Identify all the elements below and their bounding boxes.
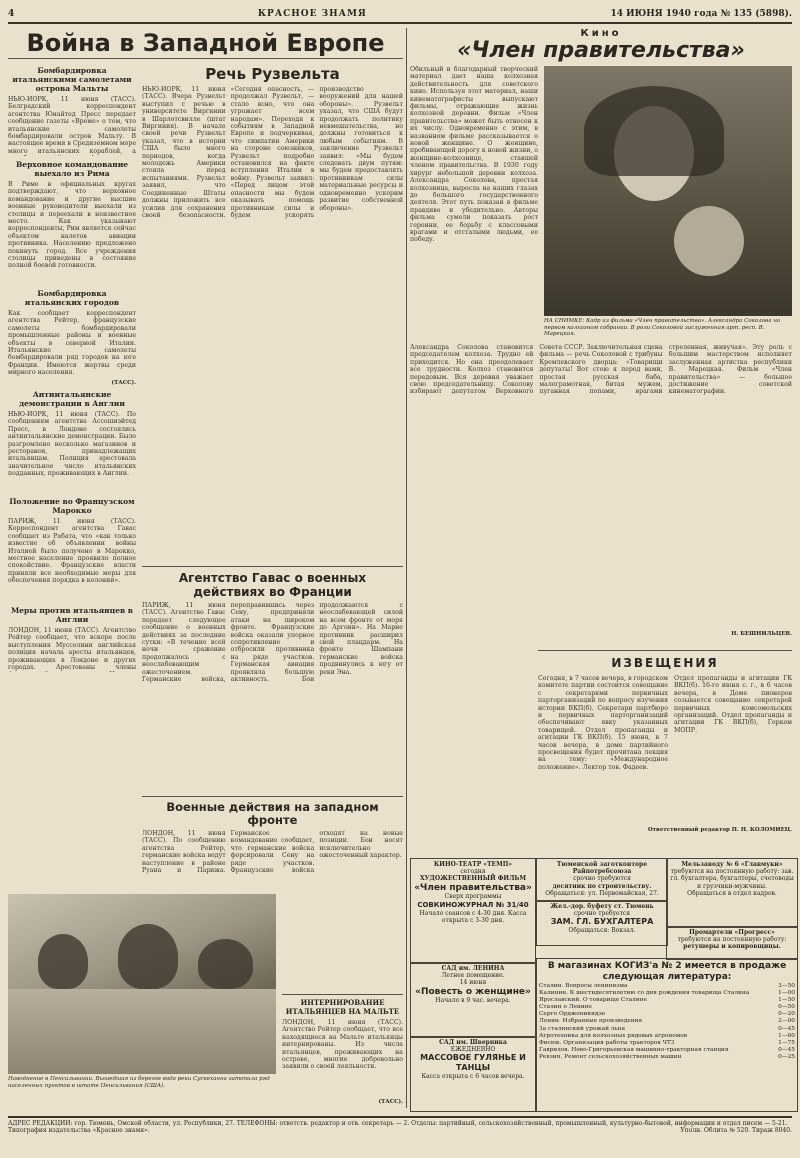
ad-melzavod (666, 858, 798, 928)
article-title: Речь Рузвельта (205, 65, 340, 83)
ad-line: десятник по строительству. (552, 882, 652, 890)
article-text: Как сообщает корреспондент агентства Рейтер, французские самолеты бомбардировали промышленные районы и военные объекты в северной Италии. Итальянские самолеты бомбардировали ряд городов на юге Франции. Имеются жертвы среди мирного населения. (8, 310, 136, 377)
article-title: Верховное командование выехало из Рима (15, 160, 129, 178)
ad-line: требуются на постоянную работу: зав. гл. бухгалтера, бухгалтеры, счетоводы и грузчики-мужчины. (670, 868, 794, 890)
review-column (410, 66, 538, 316)
water-area (8, 989, 276, 1074)
article-text: В Риме в официальных кругах подтверждают, что верховное командование и другие высшие военные руководители выехали из столицы и переехали в неизвестное место. Как указывают корреспонденты, Рим является сейчас объектом налетов авиации противника. Населению предложено покинуть город. Все учреждения столицы приведены в состояние полной боевой готовности. (8, 181, 136, 270)
book-price: 0—25 (778, 1053, 795, 1060)
film-title: «Член правительства» (457, 38, 745, 63)
newspaper-page (8, 6, 795, 1146)
footer (8, 1116, 792, 1134)
ad-progress (666, 926, 798, 960)
book-item (539, 1018, 795, 1025)
ad-line: Касса открыта с 6 часов вечера. (421, 1073, 525, 1081)
book-price: 3—50 (778, 983, 795, 989)
havas-article (142, 566, 403, 792)
article-title: Антиитальянские демонстрации в Англии (19, 390, 125, 408)
issue-date: 14 ИЮНЯ 1940 года № 135 (5898). (610, 9, 792, 19)
house-shape (38, 934, 88, 989)
book-name: Фисюк. Организация работы тракторов ЧТЗ (539, 1039, 675, 1046)
ad-line: ЕЖЕДНЕВНО (450, 1046, 496, 1054)
ad-line: Обращаться: ул. Первомайская, 27. (545, 889, 659, 897)
kino-label: Кино (580, 28, 622, 39)
ad-line: 14 июня (459, 979, 487, 987)
ad-title: МАССОВОЕ ГУЛЯНЬЕ И ТАНЦЫ (420, 1053, 526, 1073)
book-item (539, 983, 795, 990)
ad-line: Начало сеансов с 4-30 дня. Касса открыта с 3-30 дня. (419, 909, 527, 925)
ad-title: СОВКИНОЖУРНАЛ № 31/40 (417, 900, 529, 909)
book-price: 0—20 (778, 1011, 795, 1018)
page-banner: Война в Западной Европе (8, 28, 403, 59)
house-shape (198, 939, 253, 989)
kino-header (410, 28, 792, 63)
book-name: Калинин. К шестидесятилетию со дня рождения товарища Сталина (539, 990, 750, 997)
notices-title: ИЗВЕЩЕНИЯ (611, 656, 719, 670)
film-still-photo (544, 66, 792, 316)
reviewer-signature: Н. БЕШНИЛЬЦЕВ. (731, 631, 792, 637)
ad-line: срочно требуется (573, 910, 631, 918)
ad-head: КИНО-ТЕАТР «ТЕМП» (433, 861, 513, 868)
child-face-shape (674, 206, 744, 276)
ad-title: ЗАМ. ГЛ. БУХГАЛТЕРА (550, 917, 654, 927)
paper-name: КРАСНОЕ ЗНАМЯ (257, 9, 367, 19)
book-name: Сталин о Ленине (539, 1004, 592, 1011)
ad-line: Сверх программы (444, 892, 502, 900)
ad-kogiz (536, 958, 798, 1112)
notices-text: Отдел пропаганды и агитации ГК ВКП(б). 16-го июня с. г., в 6 часов вечера, в Доме пионеров созывается совещание секретарей первичных комсомольских организаций. Отдел пропаганды и агитации ГК ВКП(б), Горком МОПР. (674, 675, 792, 734)
article-title: Меры против итальянцев в Англии (10, 606, 134, 624)
ad-line: Обращаться: Вокзал. (568, 927, 636, 935)
flood-photo-block (8, 894, 276, 1108)
book-name: За сталинский урожай льна (539, 1025, 625, 1032)
article-text: ЛОНДОН, 11 июня (ТАСС). Агентство Рейтер сообщает, что вскоре после выступления Муссолини английская полиция начала аресты итальянцев, проживающих в Лондоне и других городах. Арестованы члены (8, 627, 136, 672)
ad-zagotkontora (536, 858, 668, 902)
ad-garden-shvernik (410, 1036, 536, 1112)
ad-line: требуются на постоянную работу: (677, 936, 787, 944)
footer-order: Уполн. Облита № 520. Тираж 8040. (680, 1127, 792, 1134)
article-text: НЬЮ-ЙОРК, 11 июня (ТАСС). Вчера Рузвельт выступил с речью в университете Виргинии в Шарлотсвилле (штат Виргиния). В начале своей речи Рузвельт указал, что в истории США было много периодов, когда молодежь Америки стояла перед испытаниями. Рузвельт заявил, что Соединенные Штаты должны приложить все усилия для сохранения своей безопасности. «Сегодня опасность, — продолжал Рузвельт, — стало ясно, что она угрожает всем народам». Переходя к событиям в Западной Европе и подчеркивая, что симпатии Америки на стороне союзников, Рузвельт подробно остановился на факте вступления Италии в войну. Рузвельт заявил: «Перед лицом этой опасности мы будем оказывать помощь противникам силы и будем ускорять производство вооружений для нашей обороны». Рузвельт указал, что США будут продолжать политику невмешательства, но должны готовиться к любым событиям. В заключение Рузвельт заявил: «Мы будем следовать двум путям: мы будем предоставлять противникам силы материальные ресурсы и одновременно ускорим развитие собственной обороны». (142, 86, 403, 219)
masthead (8, 6, 792, 24)
book-price: 0—50 (778, 1004, 795, 1011)
book-price: 2—00 (778, 1018, 795, 1025)
book-price: 1—00 (778, 990, 795, 997)
right-half (410, 28, 795, 1108)
editor-line: Ответственный редактор П. Н. КОЛОМИЕЦ. (647, 827, 792, 833)
ad-line: Начало в 9 час. вечера. (435, 996, 511, 1004)
ad-title: «Повесть о женщине» (415, 986, 531, 997)
review-text: Обильный и благодарный творческий материал дает наша колхозная действительность для советского кино. Используя этот материал, наши кинематографисты выпускают фильмы, отражающие жизнь колхозной деревни. Фильм «Член правительства» может быть отнесен к их числу. Одновременно с этим, в названном фильме рассказывается о новой женщине. О женщине, пробивающей дорогу к новой жизни, о женщине-колхознице, ставшей членом правительства. В 1930 году хирург небольшой деревни колхоза. Александра Соколова, простая колхозница, выросла на наших глазах до большого государственного деятеля. Этот путь показан в фильме правдиво и убедительно. Авторы фильма сумели показать рост героини, ее борьбу с классовыми врагами и отсталыми людьми, ее победу. (410, 66, 538, 244)
ad-title: «Член правительства» (414, 882, 532, 893)
ad-head: Промартели «Прогресс» (689, 929, 775, 936)
book-item (539, 1033, 795, 1040)
ad-kino-temp (410, 858, 536, 964)
ad-line: ХУДОЖЕСТВЕННЫЙ ФИЛЬМ (420, 875, 526, 883)
ad-buffet (536, 900, 668, 946)
flood-photo (8, 894, 276, 1074)
article-text: НЬЮ-ЙОРК, 11 июня (ТАСС). По сообщениям агентства Ассошиэйтед Пресс, в Лондоне состоялись антиитальянские демонстрации. Было разгромлено несколько магазинов и ресторанов, принадлежащих итальянцам. Полиция арестовала значительное число итальянских подданных, проживающих в Англии. (8, 411, 136, 478)
ad-line: ретушеры и копировщицы. (683, 943, 781, 951)
article-title: Военные действия на западном фронте (166, 800, 379, 827)
photo-caption: НА СНИМКЕ: Кадр из фильма «Член правительства». Александра Соколова на первом колхозном собрании. В роли Соколовой заслуженная арт. респ. В. Марецкая. (544, 318, 781, 338)
ad-head: Мельзаводу № 6 «Главмуки» (681, 861, 783, 868)
article-text: ПАРИЖ, 11 июня (ТАСС). Агентство Гавас передает следующее сообщение о военных действиях за последние сутки: «В течение всей ночи сражение продолжалось с неослабевающим ожесточением. Германские войска, переправившись через Сену, предприняли атаки на широком фронте. Французские войска оказали упорное сопротивление и отбросили противника на ряде участков. Германская авиация проявляла большую активность. Бои продолжаются с неослабевающей силой на всем фронте от моря до Аргонн». На Марне противник расширил свой плацдарм. На фронте Шампани германские войска продвинулись к югу от реки Эна. (142, 602, 403, 684)
internment-article (282, 994, 403, 1109)
book-item (539, 1054, 795, 1061)
article-title: Положение во Французском Марокко (9, 497, 135, 515)
kogiz-title: В магазинах КОГИЗ'а № 2 имеется в продаже следующая литература: (547, 961, 787, 982)
house-shape (118, 924, 178, 989)
book-price: 0—45 (778, 1046, 795, 1053)
film-still-block (544, 66, 792, 341)
article-text: ЛОНДОН, 11 июня (ТАСС). По сообщению агентства Рейтер, германские войска ведут наступление в районе Руана и Парижа. Германское командование сообщает, что германские войска форсировали Сену на ряде участков. Французские войска отходят на новые позиции. Бои носят исключительно ожесточенный характер. (142, 830, 403, 875)
book-price: 1—50 (778, 997, 795, 1004)
ad-head: Тюменской заготконторе Райпотребсоюза (556, 861, 648, 876)
notices-block (538, 650, 792, 851)
footer-address: АДРЕС РЕДАКЦИИ: гор. Тюмень, Омской области, ул. Республики, 27. ТЕЛЕФОНЫ: ответств. редактор и отв. секретарь — 2. Отделы: партийный, сельскохозяйственный, промышленный, культурно-бытовой, информации и отдел писем — 5-21. Типография издательства «Красное знамя». (8, 1120, 788, 1134)
book-name: Ленин. Избранные произведения (539, 1018, 643, 1025)
book-item (539, 1047, 795, 1054)
ad-line: срочно требуются (573, 875, 631, 883)
notices-text: Сегодня, в 7 часов вечера, в городском комитете партии состоится совещание с секретарями первичных парторганизаций по вопросу изучения истории ВКП(б). Секретари партбюро и первичных парторганизаций обеспечивают явку указанных товарищей. Отдел пропаганды и агитации ГК ВКП(б). 15 июня, в 7 часов вечера, в доме партийного просвещения будет прочитана лекция на тему: «Международное положение». Лектор тов. Фадеев. (538, 675, 668, 771)
headscarf-shape (584, 86, 724, 176)
article-title: ИНТЕРНИРОВАНИЕ ИТАЛЬЯНЦЕВ НА МАЛЬТЕ (285, 998, 400, 1016)
ad-line: Обращаться в отдел кадров. (687, 889, 777, 897)
ad-head: Жел.-дор. буфету ст. Тюмень (550, 903, 654, 910)
page-number: 4 (8, 9, 15, 19)
article-title: Агентство Гавас о военных действиях во Франции (178, 571, 367, 599)
book-price: 0—45 (778, 1025, 795, 1032)
book-item (539, 997, 795, 1004)
book-name: Ярославский. О товарище Сталине (539, 997, 648, 1004)
book-item (539, 1040, 795, 1047)
photo-caption: Наводнение в Пенсильвании. Вышедшая из берегов вода реки Сускеханна затопила ряд населенных пунктов в штате Пенсильвания (США). (8, 1076, 270, 1089)
book-item (539, 990, 795, 997)
article-title: Бомбардировка итальянскими самолетами острова Мальты (12, 66, 132, 93)
front-article (142, 796, 403, 892)
book-name: Гаврилов. Ново-Григорьевская машинно-тракторная станция (539, 1046, 729, 1053)
left-half (8, 28, 403, 1108)
article-sign: (ТАСС). (378, 1099, 403, 1105)
book-item (539, 1004, 795, 1011)
article-text: НЬЮ-ЙОРК, 11 июня (ТАСС). Белградский корреспондент агентства Юнайтед Пресс передает сообщение газеты «Време» о том, что итальянские самолеты бомбардировали остров Мальту. В настоящее время в Средиземном море много итальянских кораблей, а (8, 96, 136, 155)
ad-park-lenin (410, 962, 536, 1038)
book-name: Ревзин. Ремонт сельскохозяйственных машин (539, 1053, 682, 1060)
ad-line: Летнее помещение. (441, 972, 505, 980)
ad-head: САД им. Шверника (439, 1039, 507, 1046)
left-column-1 (8, 62, 136, 672)
ad-line: сегодня (460, 868, 486, 876)
review-text: Александра Соколова становится председателем колхоза. Трудно ей приходится. Но она преодолевает все трудности. Колхоз становится передовым. Вся деревня уважает свою председательницу. Соколову избирают депутатом Верховного Совета СССР. Заключительная сцена фильма — речь Соколовой с трибуны Кремлевского дворца: «Товарищи депутаты! Вот стою я перед вами, простая русская баба, малограмотная, битая мужем, пуганная попами, врагами стреленная, живучая». Эту роль с большим мастерством исполняет заслуженная артистка республики В. Марецкая. Фильм «Член правительства» — большое достижение советской кинематографии. (410, 344, 792, 396)
book-item (539, 1026, 795, 1033)
review-continued (410, 344, 792, 644)
kogiz-list (539, 983, 795, 1061)
article-text: ПАРИЖ, 11 июня (ТАСС). Корреспондент агентства Гавас сообщает из Рабата, что «как только известие об объявлении войны Италией было получено в Марокко, местное население проявило полное спокойствие. Французские власти приняли все необходимые меры для обеспечения порядка в колонии». (8, 518, 136, 585)
book-name: Агротехника для колхозных рядовых агрономов (539, 1032, 687, 1039)
article-sign: (ТАСС). (111, 380, 136, 386)
book-price: 1—75 (778, 1039, 795, 1046)
book-name: Серго Орджоникидзе (539, 1011, 606, 1018)
roosevelt-article (142, 62, 403, 562)
article-text: ЛОНДОН, 11 июня (ТАСС). Агентство Рейтер сообщает, что все находящиеся на Мальте итальянцы интернированы. Из числа итальянцев, проживающих на острове, многие добровольно заявили о своей лояльности. (282, 1019, 403, 1071)
article-title: Бомбардировка итальянских городов (24, 289, 120, 307)
ad-head: САД им. ЛЕНИНА (441, 965, 505, 972)
book-price: 1—60 (778, 1032, 795, 1039)
book-name: Сталин. Вопросы ленинизма (539, 983, 628, 989)
